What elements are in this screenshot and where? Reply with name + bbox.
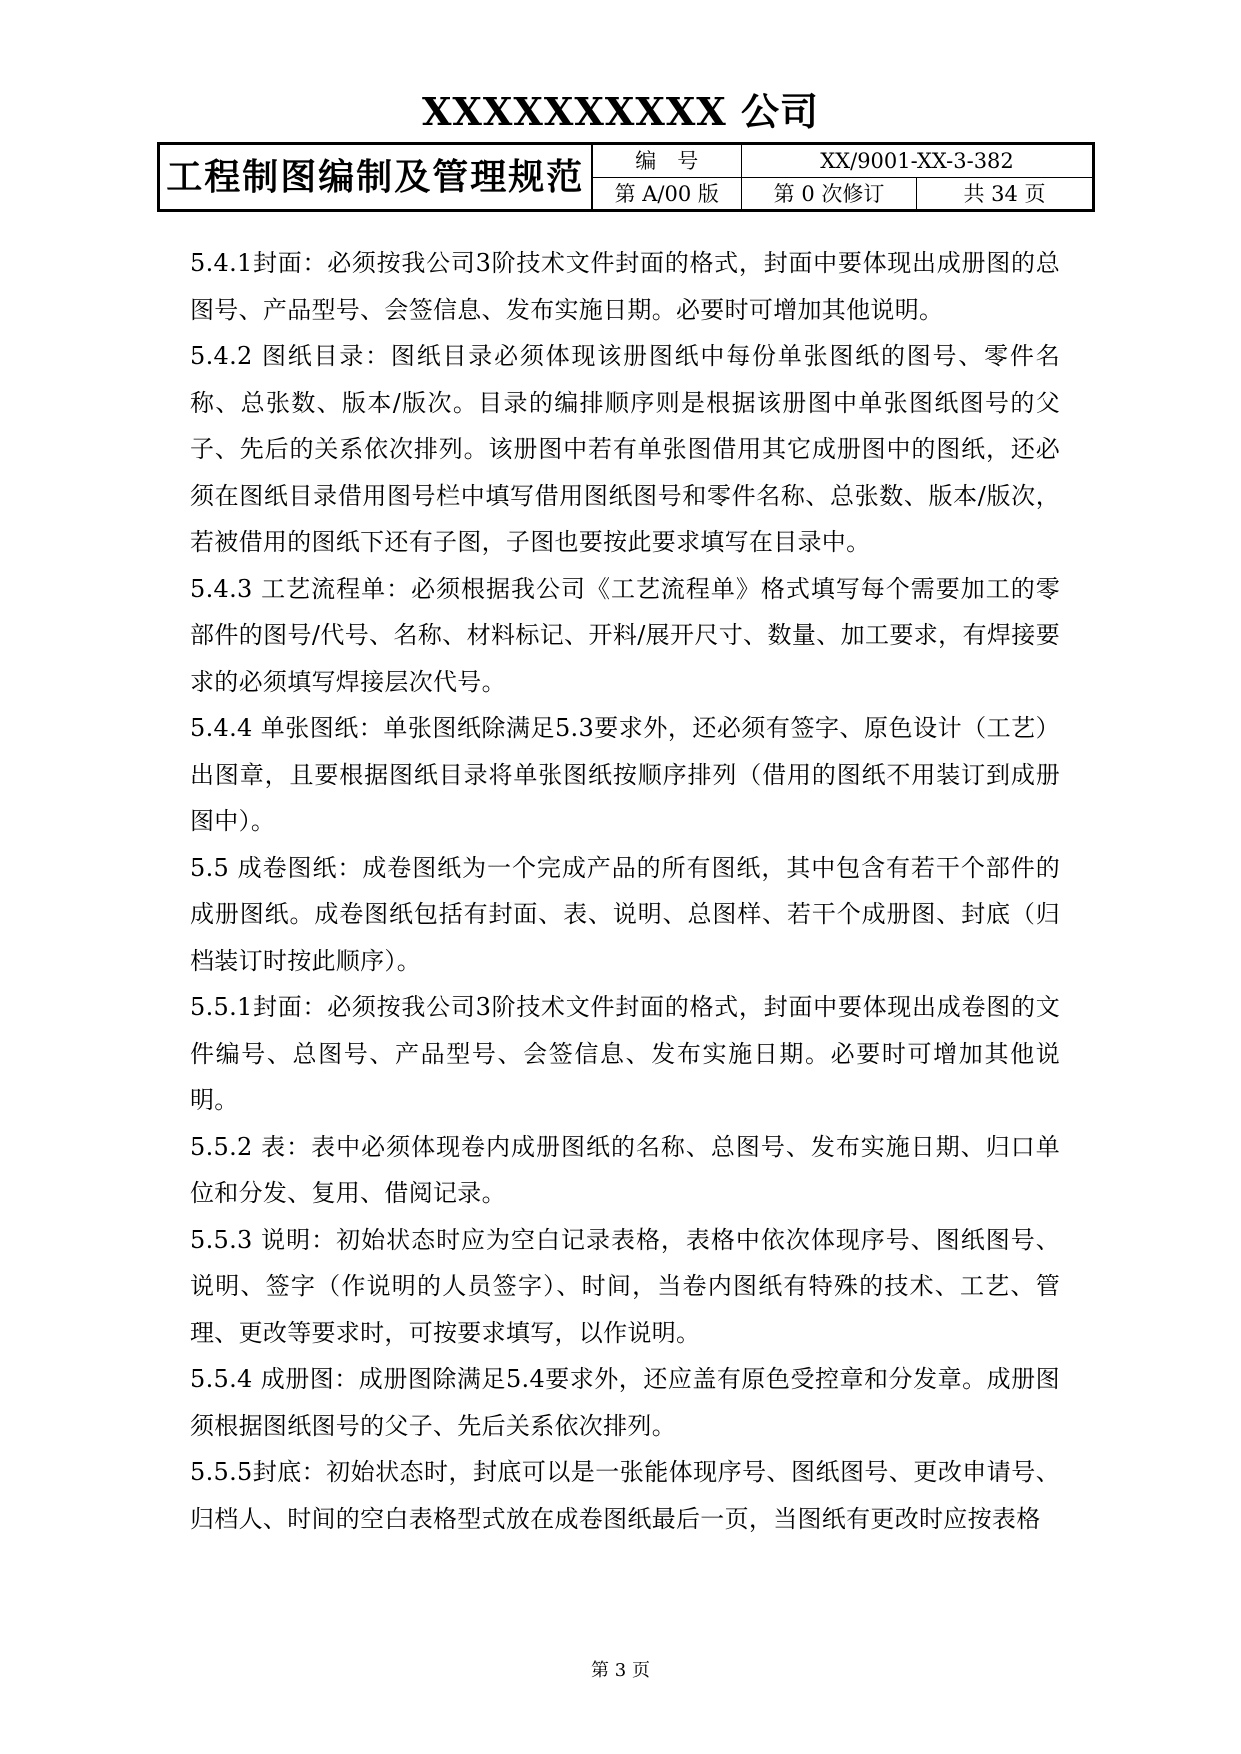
- company-name: XXXXXXXXXX 公司: [421, 89, 820, 134]
- paragraph-5-5-5: 5.5.5封底：初始状态时，封底可以是一张能体现序号、图纸图号、更改申请号、归档人、时间的空白表格型式放在成卷图纸最后一页，当图纸有更改时应按表格: [190, 1458, 1060, 1533]
- paragraph-5-4-1: 5.4.1封面：必须按我公司3阶技术文件封面的格式，封面中要体现出成册图的总图号、产品型号、会签信息、发布实施日期。必要时可增加其他说明。: [190, 249, 1060, 324]
- document-header-table: [157, 142, 1095, 212]
- paragraph-5-5-2: 5.5.2 表：表中必须体现卷内成册图纸的名称、总图号、发布实施日期、归口单位和分发、复用、借阅记录。: [190, 1132, 1060, 1207]
- number-label: 编 号: [592, 144, 742, 178]
- version-cell: 第 A/00 版: [592, 178, 742, 211]
- paragraph-5-5-1: 5.5.1封面：必须按我公司3阶技术文件封面的格式，封面中要体现出成卷图的文件编号、总图号、产品型号、会签信息、发布实施日期。必要时可增加其他说明。: [190, 993, 1060, 1114]
- document-body: [190, 240, 1060, 1542]
- revision-cell: 第 0 次修订: [742, 178, 917, 211]
- paragraph-5-5-3: 5.5.3 说明：初始状态时应为空白记录表格，表格中依次体现序号、图纸图号、说明、签字（作说明的人员签字）、时间，当卷内图纸有特殊的技术、工艺、管理、更改等要求时，可按要求填写，以作说明。: [190, 1225, 1060, 1347]
- document-title: 工程制图编制及管理规范: [159, 144, 592, 211]
- paragraph-5-5-4: 5.5.4 成册图：成册图除满足5.4要求外，还应盖有原色受控章和分发章。成册图须根据图纸图号的父子、先后关系依次排列。: [190, 1365, 1060, 1440]
- paragraph-5-5: 5.5 成卷图纸：成卷图纸为一个完成产品的所有图纸，其中包含有若干个部件的成册图纸。成卷图纸包括有封面、表、说明、总图样、若干个成册图、封底（归档装订时按此顺序）。: [190, 853, 1060, 975]
- page-number: 第 3 页: [591, 1660, 650, 1681]
- document-number: XX/9001-XX-3-382: [742, 144, 1094, 178]
- paragraph-5-4-2: 5.4.2 图纸目录：图纸目录必须体现该册图纸中每份单张图纸的图号、零件名称、总张数、版本/版次。目录的编排顺序则是根据该册图中单张图纸图号的父子、先后的关系依次排列。该册图中若有单张图借用其它成册图中的图纸，还必须在图纸目录借用图号栏中填写借用图纸图号和零件名称、总张数、版本/版次，若被借用的图纸下还有子图，子图也要按此要求填写在目录中。: [190, 342, 1060, 556]
- paragraph-5-4-3: 5.4.3 工艺流程单：必须根据我公司《工艺流程单》格式填写每个需要加工的零部件的图号/代号、名称、材料标记、开料/展开尺寸、数量、加工要求，有焊接要求的必须填写焊接层次代号。: [190, 574, 1060, 696]
- total-pages-cell: 共 34 页: [917, 178, 1094, 211]
- paragraph-5-4-4: 5.4.4 单张图纸：单张图纸除满足5.3要求外，还必须有签字、原色设计（工艺）出图章，且要根据图纸目录将单张图纸按顺序排列（借用的图纸不用装订到成册图中）。: [190, 714, 1060, 835]
